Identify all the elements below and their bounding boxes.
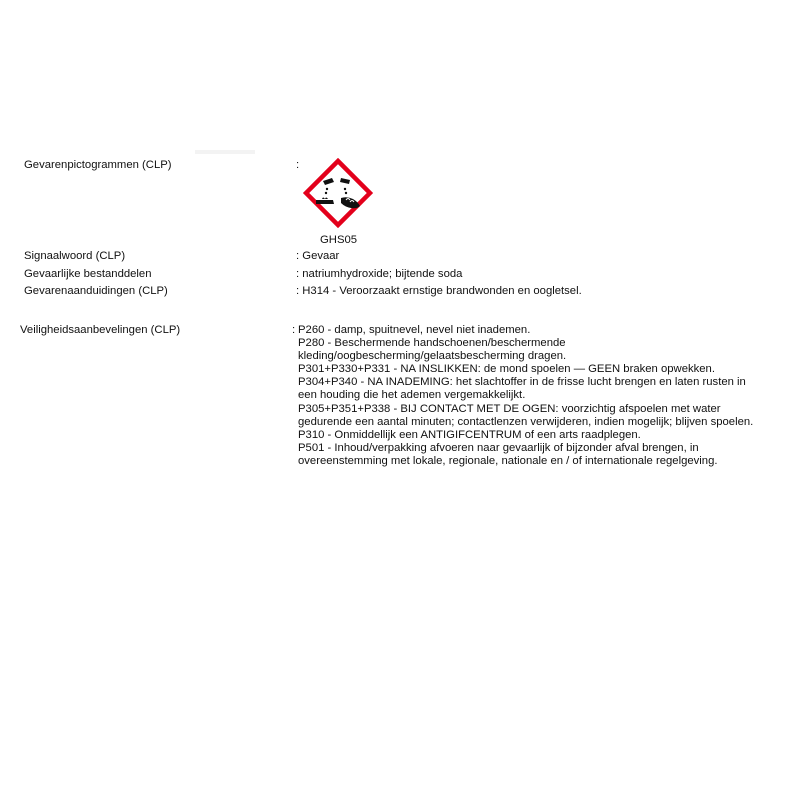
precautionary-line: P260 - damp, spuitnevel, nevel niet inademen.: [298, 324, 531, 336]
corrosion-icon: [303, 158, 373, 228]
precautionary-line: P304+P340 - NA INADEMING: het slachtoffer in de frisse lucht brengen en laten rusten in: [298, 376, 746, 389]
hazardous-components-value: : natriumhydroxide; bijtende soda: [296, 268, 463, 280]
pictogram-code: GHS05: [320, 234, 358, 246]
hazard-statements-value: : H314 - Veroorzaakt ernstige brandwonden en oogletsel.: [296, 285, 582, 297]
cropped-text-artifact: [195, 150, 255, 154]
hazard-statements-label: Gevarenaanduidingen (CLP): [24, 285, 168, 297]
precautionary-line: kleding/oogbescherming/gelaatsbescherming dragen.: [298, 350, 567, 363]
precautionary-line: P305+P351+P338 - BIJ CONTACT MET DE OGEN: voorzichtig afspoelen met water: [298, 402, 721, 415]
precautionary-line: P280 - Beschermende handschoenen/beschermende: [298, 337, 566, 350]
precautionary-line: P501 - Inhoud/verpakking afvoeren naar gevaarlijk of bijzonder afval brengen, in: [298, 441, 699, 454]
signal-word-value: : Gevaar: [296, 250, 340, 262]
precautionary-line: P310 - Onmiddellijk een ANTIGIFCENTRUM of een arts raadplegen.: [298, 428, 641, 441]
precautionary-statements-list: [298, 324, 768, 468]
precautionary-line: een houding die het ademen vergemakkelijkt.: [298, 389, 526, 402]
precautionary-statements-label: Veiligheidsaanbevelingen (CLP): [20, 324, 181, 336]
signal-word-label: Signaalwoord (CLP): [24, 250, 126, 262]
precautionary-line: P301+P330+P331 - NA INSLIKKEN: de mond spoelen — GEEN braken opwekken.: [298, 363, 715, 376]
precautionary-line: gedurende een aantal minuten; contactlenzen verwijderen, indien mogelijk; blijven spoelen.: [298, 415, 754, 428]
pictograms-colon: :: [296, 159, 300, 171]
precautionary-line: overeenstemming met lokale, regionale, nationale en / of internationale regelgeving.: [298, 454, 718, 467]
precautionary-statements-colon: :: [292, 324, 296, 336]
pictograms-label: Gevarenpictogrammen (CLP): [24, 159, 172, 171]
hazardous-components-label: Gevaarlijke bestanddelen: [24, 268, 152, 280]
